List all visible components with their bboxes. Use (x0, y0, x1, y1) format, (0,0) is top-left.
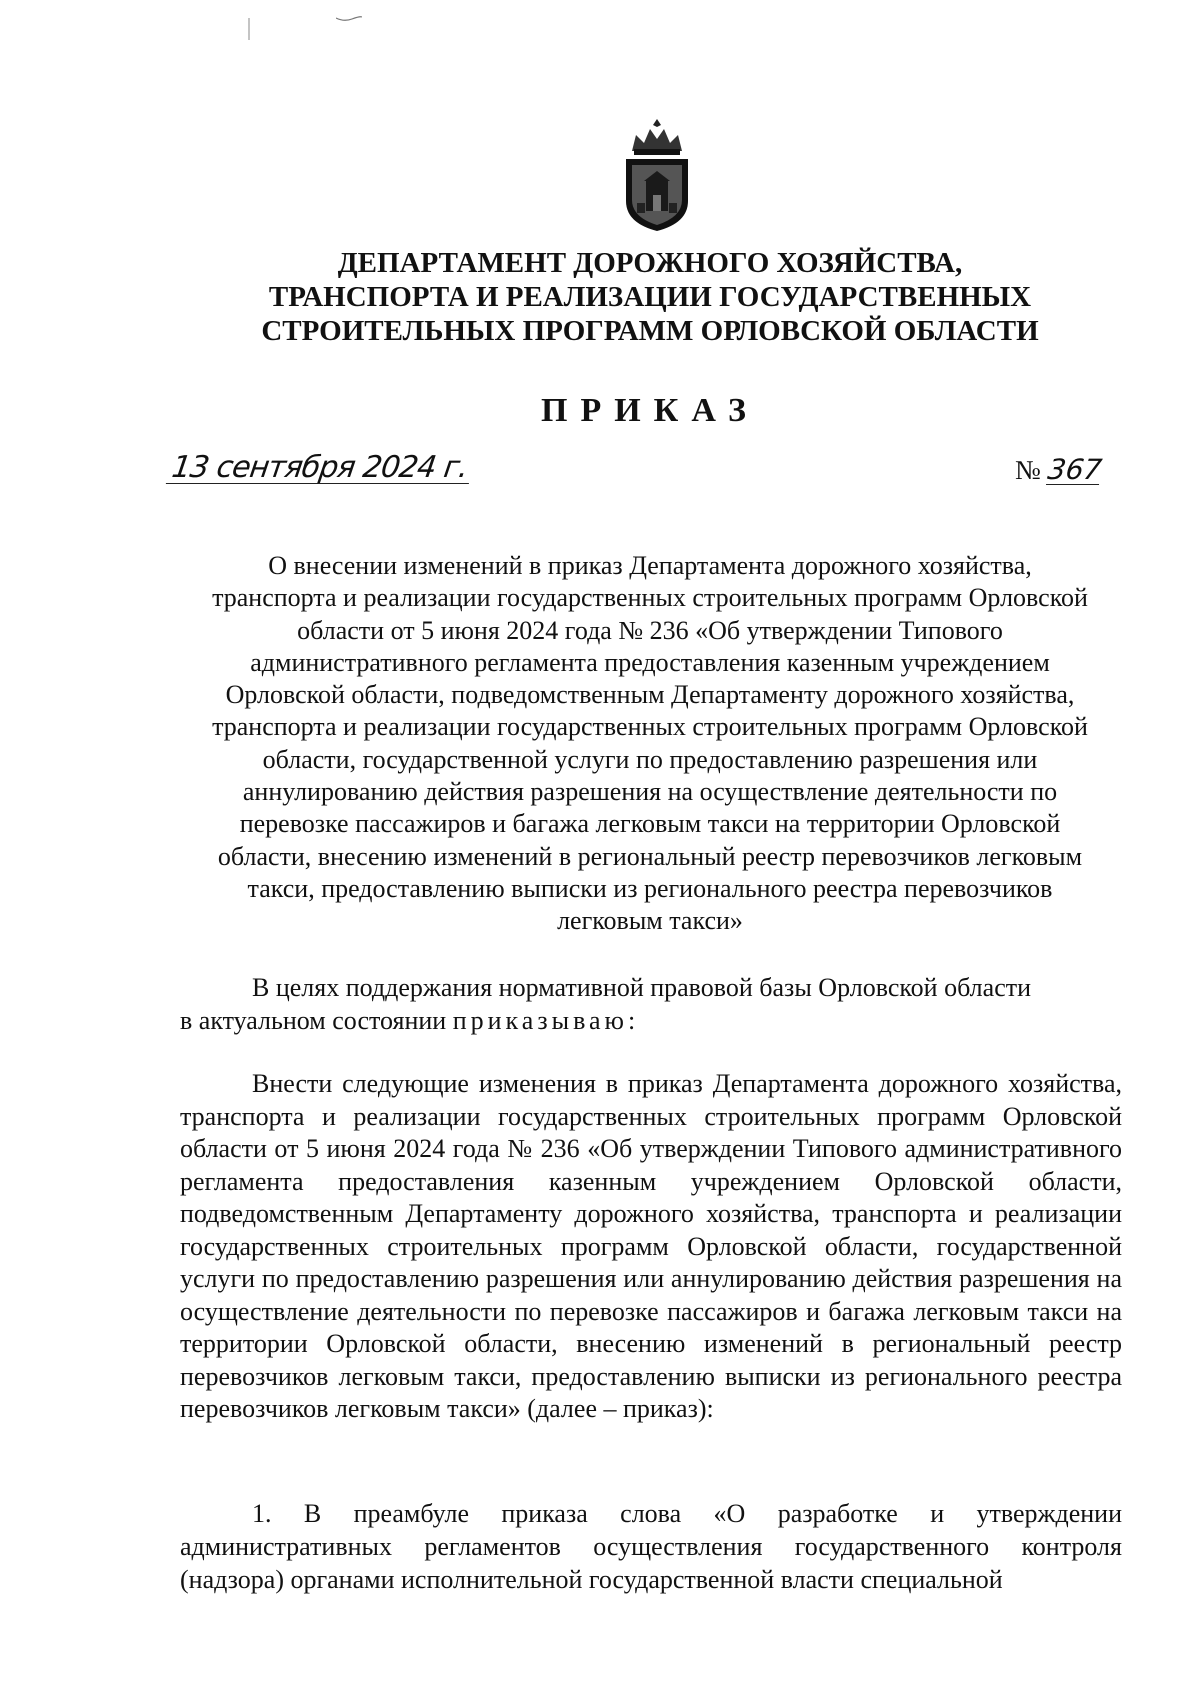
handwritten-date: 13 сентября 2024 г. (166, 453, 473, 484)
order-number (1015, 453, 1104, 486)
item-1-paragraph (180, 1497, 1122, 1596)
preamble-paragraph (180, 972, 1122, 1037)
main-paragraph-text: Внести следующие изменения в приказ Департамента дорожного хозяйства, транспорта и реализации государственных строительных программ Орловской области от 5 июня 2024 года № 236 «Об утверждении Типового административного регламента предоставления казенным учреждением Орловской области, подведомственным Департаменту дорожного хозяйства, транспорта и реализации государственных строительных программ Орловской области, государственной услуги по предоставлению разрешения или аннулированию действия разрешения на осуществление деятельности по перевозке пассажиров и багажа легковым такси на территории Орловской области, внесению изменений в региональный реестр перевозчиков легковым такси, предоставлению выписки из регионального реестра перевозчиков легковым такси» (далее – приказ): (180, 1069, 1122, 1423)
preamble-text: в актуальном состоянии (180, 1005, 447, 1035)
subject-line: транспорта и реализации государственных строительных программ Орловской (212, 712, 1088, 742)
subject-line: такси, предоставлению выписки из регионального реестра перевозчиков (247, 873, 1053, 903)
handwritten-number: 367 (1045, 453, 1104, 486)
subject-line: Орловской области, подведомственным Департаменту дорожного хозяйства, (225, 680, 1075, 710)
item-1-text: 1. В преамбуле приказа слова «О разработке и утверждении административных регламентов осуществления государственного контроля (надзора) органами исполнительной государственной власти специальной (180, 1499, 1122, 1594)
department-title-line: СТРОИТЕЛЬНЫХ ПРОГРАММ ОРЛОВСКОЙ ОБЛАСТИ (261, 315, 1039, 347)
order-subject (170, 550, 1130, 938)
department-title (200, 246, 1100, 348)
order-heading: ПРИКАЗ (541, 392, 759, 429)
subject-line: транспорта и реализации государственных строительных программ Орловской (212, 583, 1088, 613)
preamble-text: В целях поддержания нормативной правовой базы Орловской области (252, 973, 1032, 1002)
subject-line: области от 5 июня 2024 года № 236 «Об утверждении Типового (297, 615, 1003, 645)
subject-line: административного регламента предоставления казенным учреждением (250, 647, 1050, 677)
main-paragraph (180, 1068, 1122, 1426)
subject-line: области, государственной услуги по предоставлению разрешения или (262, 744, 1038, 774)
scan-artifact-mark (248, 18, 250, 40)
subject-line: области, внесению изменений в региональный реестр перевозчиков легковым (217, 841, 1083, 871)
subject-line: О внесении изменений в приказ Департамента дорожного хозяйства, (268, 551, 1032, 580)
scan-artifact-mark (336, 16, 362, 22)
subject-line: легковым такси» (557, 906, 743, 936)
order-command-word: приказываю (452, 1005, 628, 1035)
coat-of-arms-emblem (620, 115, 694, 233)
number-sign: № (1015, 455, 1041, 485)
preamble-line-2 (180, 1005, 1122, 1038)
subject-line: перевозке пассажиров и багажа легковым такси на территории Орловской (239, 809, 1061, 839)
preamble-line-1 (180, 972, 1122, 1005)
preamble-colon: : (627, 1005, 636, 1035)
department-title-line: ТРАНСПОРТА И РЕАЛИЗАЦИИ ГОСУДАРСТВЕННЫХ (268, 281, 1032, 313)
subject-line: аннулированию действия разрешения на осуществление деятельности по (242, 777, 1058, 807)
department-title-line: ДЕПАРТАМЕНТ ДОРОЖНОГО ХОЗЯЙСТВА, (337, 247, 963, 279)
